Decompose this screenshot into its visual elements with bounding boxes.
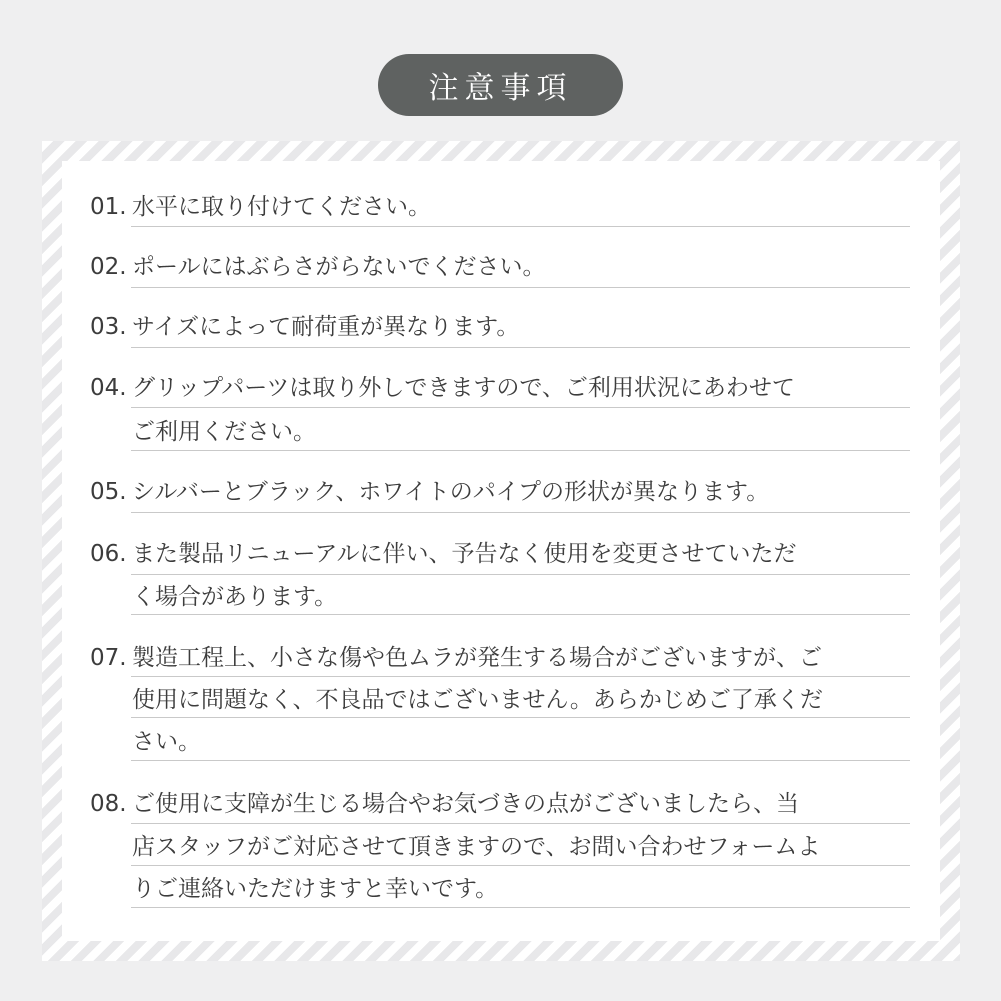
note-04 xyxy=(90,366,910,410)
note-divider xyxy=(131,717,910,718)
note-number: 01. xyxy=(90,194,127,220)
note-divider xyxy=(131,823,910,824)
note-08-cont-1 xyxy=(90,825,910,869)
note-number: 03. xyxy=(90,314,127,340)
note-text: りご連絡いただけますと幸いです。 xyxy=(132,876,499,902)
note-text: また製品リニューアルに伴い、予告なく使用を変更させていただ xyxy=(132,541,797,567)
note-text: ご利用ください。 xyxy=(132,419,316,445)
note-05 xyxy=(90,470,910,514)
note-number: 06. xyxy=(90,541,127,567)
note-07-cont-1 xyxy=(90,678,910,722)
note-01 xyxy=(90,185,910,229)
page-title: 注意事項 xyxy=(378,54,623,116)
note-text: 製造工程上、小さな傷や色ムラが発生する場合がございますが、ご xyxy=(132,645,822,671)
note-text: ご使用に支障が生じる場合やお気づきの点がございましたら、当 xyxy=(132,791,799,817)
note-divider xyxy=(131,407,910,408)
note-text: 使用に問題なく、不良品ではございません。あらかじめご了承くだ xyxy=(132,687,823,713)
note-text: く場合があります。 xyxy=(132,584,338,610)
note-divider xyxy=(131,865,910,866)
note-08-cont-2 xyxy=(90,867,910,911)
note-number: 08. xyxy=(90,791,127,817)
note-text: サイズによって耐荷重が異なります。 xyxy=(132,314,520,340)
note-03 xyxy=(90,305,910,349)
note-06 xyxy=(90,532,910,576)
note-number: 07. xyxy=(90,645,127,671)
note-08 xyxy=(90,782,910,826)
note-07 xyxy=(90,636,910,680)
note-number: 02. xyxy=(90,254,127,280)
note-text: さい。 xyxy=(132,729,201,755)
note-04-cont xyxy=(90,410,910,454)
note-text: 店スタッフがご対応させて頂きますので、お問い合わせフォームよ xyxy=(132,834,821,860)
note-06-cont xyxy=(90,575,910,619)
note-divider xyxy=(131,226,910,227)
note-text: 水平に取り付けてください。 xyxy=(132,194,431,220)
note-divider xyxy=(131,907,910,908)
note-number: 05. xyxy=(90,479,127,505)
note-divider xyxy=(131,512,910,513)
note-07-cont-2 xyxy=(90,720,910,764)
note-divider xyxy=(131,450,910,451)
note-divider xyxy=(131,614,910,615)
note-text: ポールにはぶらさがらないでください。 xyxy=(132,254,546,280)
note-divider xyxy=(131,760,910,761)
note-divider xyxy=(131,287,910,288)
note-divider xyxy=(131,676,910,677)
note-text: グリップパーツは取り外しできますので、ご利用状況にあわせて xyxy=(132,375,795,401)
note-number: 04. xyxy=(90,375,127,401)
note-divider xyxy=(131,347,910,348)
note-02 xyxy=(90,245,910,289)
note-text: シルバーとブラック、ホワイトのパイプの形状が異なります。 xyxy=(132,479,770,505)
